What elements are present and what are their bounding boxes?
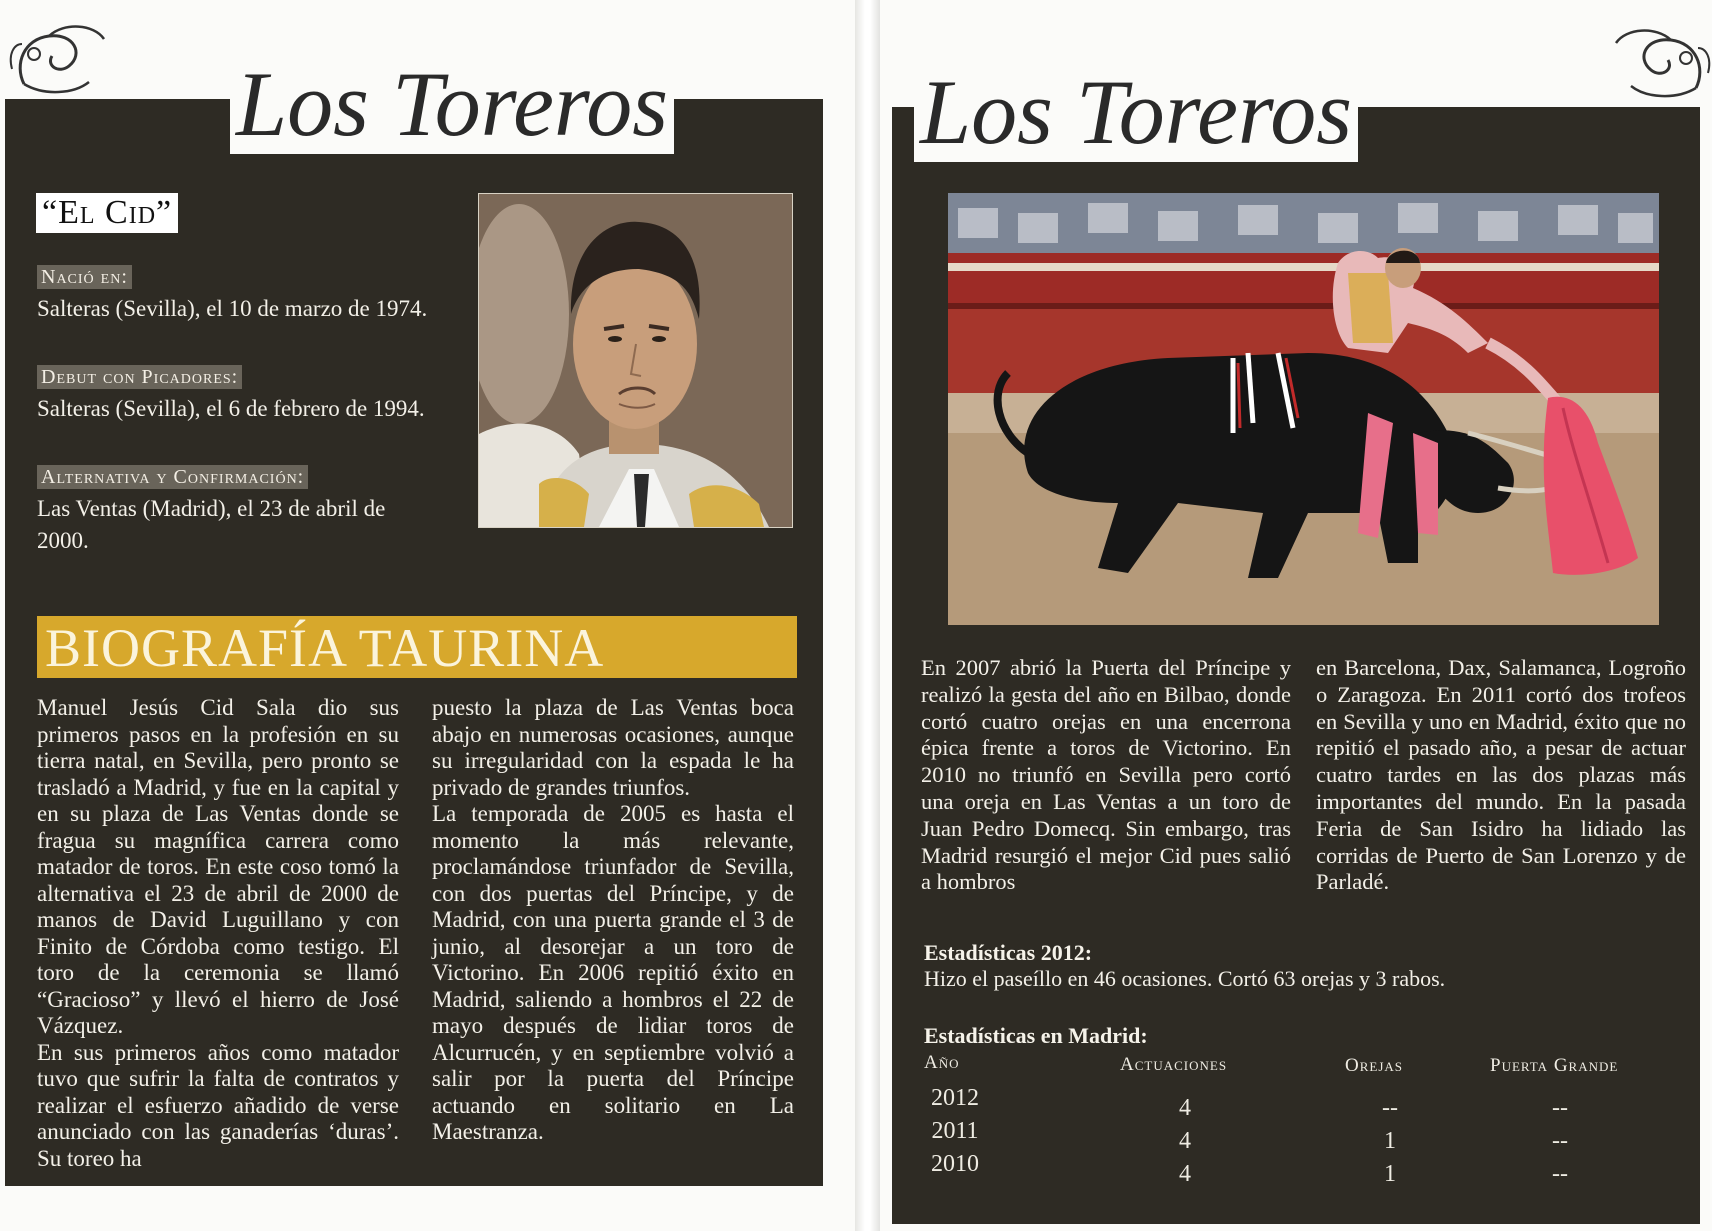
table-cell: 1 (1384, 1161, 1396, 1187)
table-header-puerta-grande: Puerta Grande (1490, 1055, 1619, 1076)
paragraph: en Barcelona, Dax, Salamanca, Logroño o Zaragoza. En 2011 cortó dos trofeos en Sevilla y uno en Madrid, éxito que no repitió el pasado año, a pesar de actuar cuatro tardes en las dos plazas más importantes del mundo. En la pasada Feria de San Isidro ha lidiado las corridas de Puerto de San Lorenzo y de Parladé. (1316, 655, 1686, 895)
alternativa-label: Alternativa y Confirmación: (37, 465, 308, 489)
book-gutter (855, 0, 880, 1231)
flourish-ornament-icon (4, 14, 114, 104)
stats-madrid-title: Estadísticas en Madrid: (924, 1023, 1148, 1048)
bullfight-photo (948, 193, 1659, 625)
table-cell: 1 (1384, 1128, 1396, 1154)
bio-column-1 (37, 695, 399, 1172)
table-cell: 2011 (931, 1118, 979, 1144)
career-column-2 (1316, 655, 1686, 896)
section-heading: BIOGRAFÍA TAURINA (37, 616, 797, 678)
right-page (880, 0, 1712, 1231)
table-cell: 4 (1179, 1161, 1191, 1187)
career-column-1 (921, 655, 1291, 896)
paragraph: En 2007 abrió la Puerta del Príncipe y realizó la gesta del año en Bilbao, donde cortó cuatro orejas en una encerrona épica frente a toros de Victorino. En 2010 no triunfó en Sevilla pero cortó una oreja en Las Ventas a un toro de Juan Pedro Domecq. Sin embargo, tras Madrid resurgió el mejor Cid pues salió a hombros (921, 655, 1291, 895)
birth-value: Salteras (Sevilla), el 10 de marzo de 1974. (37, 296, 428, 321)
stats-2012-title: Estadísticas 2012: (924, 940, 1093, 965)
left-page (0, 0, 855, 1231)
torero-name: “El Cid” (36, 193, 178, 233)
page-title: Los Toreros (914, 62, 1358, 162)
flourish-ornament-icon (1606, 18, 1712, 108)
table-header-actuaciones: Actuaciones (1120, 1054, 1228, 1075)
alternativa-value: Las Ventas (Madrid), el 23 de abril de 2000. (37, 496, 386, 553)
table-cell: -- (1552, 1161, 1568, 1187)
table-cell: -- (1552, 1095, 1568, 1121)
bio-column-2 (432, 695, 794, 1146)
birth-label: Nació en: (37, 265, 132, 289)
table-cell: -- (1552, 1128, 1568, 1154)
table-cell: 2012 (931, 1085, 979, 1111)
paragraph: La temporada de 2005 es hasta el momento la más relevante, proclamándose triunfador de Sevilla, con dos puertas del Príncipe, y de Madrid, con una puerta grande el 3 de junio, al desorejar a un toro de Victorino. En 2006 repitió éxito en Madrid, saliendo a hombros el 22 de mayo después de lidiar toros de Alcurrucén, y en septiembre volvió a salir por la puerta del Príncipe actuando en solitario en La Maestranza. (432, 801, 794, 1144)
portrait-photo (478, 193, 793, 528)
debut-label: Debut con Picadores: (37, 365, 242, 389)
paragraph: En sus primeros años como matador tuvo que sufrir la falta de contratos y realizar el esfuerzo añadido de verse anunciado con las ganaderías ‘duras’. Su toreo ha (37, 1039, 399, 1171)
table-header-year: Año (924, 1052, 960, 1073)
paragraph: Manuel Jesús Cid Sala dio sus primeros pasos en la profesión en su tierra natal, en Sevilla, pero pronto se trasladó a Madrid, y fue en la capital y en su plaza de Las Ventas donde se fragua su magnífica carrera como matador de toros. En este coso tomó la alternativa el 23 de abril de 2000 de manos de David Luguillano y con Finito de Córdoba como testigo. El toro de la ceremonia se llamó “Gracioso” y llevó el hierro de José Vázquez. (37, 695, 399, 1038)
table-cell: 4 (1179, 1128, 1191, 1154)
table-cell: 2010 (931, 1151, 979, 1177)
table-cell: -- (1382, 1095, 1398, 1121)
stats-2012-text: Hizo el paseíllo en 46 ocasiones. Cortó 63 orejas y 3 rabos. (924, 966, 1446, 991)
paragraph: puesto la plaza de Las Ventas boca abajo en numerosas ocasiones, aunque su irregularidad con la espada le ha privado de grandes triunfos. (432, 695, 794, 800)
debut-value: Salteras (Sevilla), el 6 de febrero de 1994. (37, 396, 425, 421)
table-cell: 4 (1179, 1095, 1191, 1121)
table-header-orejas: Orejas (1345, 1055, 1404, 1076)
page-title: Los Toreros (230, 54, 674, 154)
